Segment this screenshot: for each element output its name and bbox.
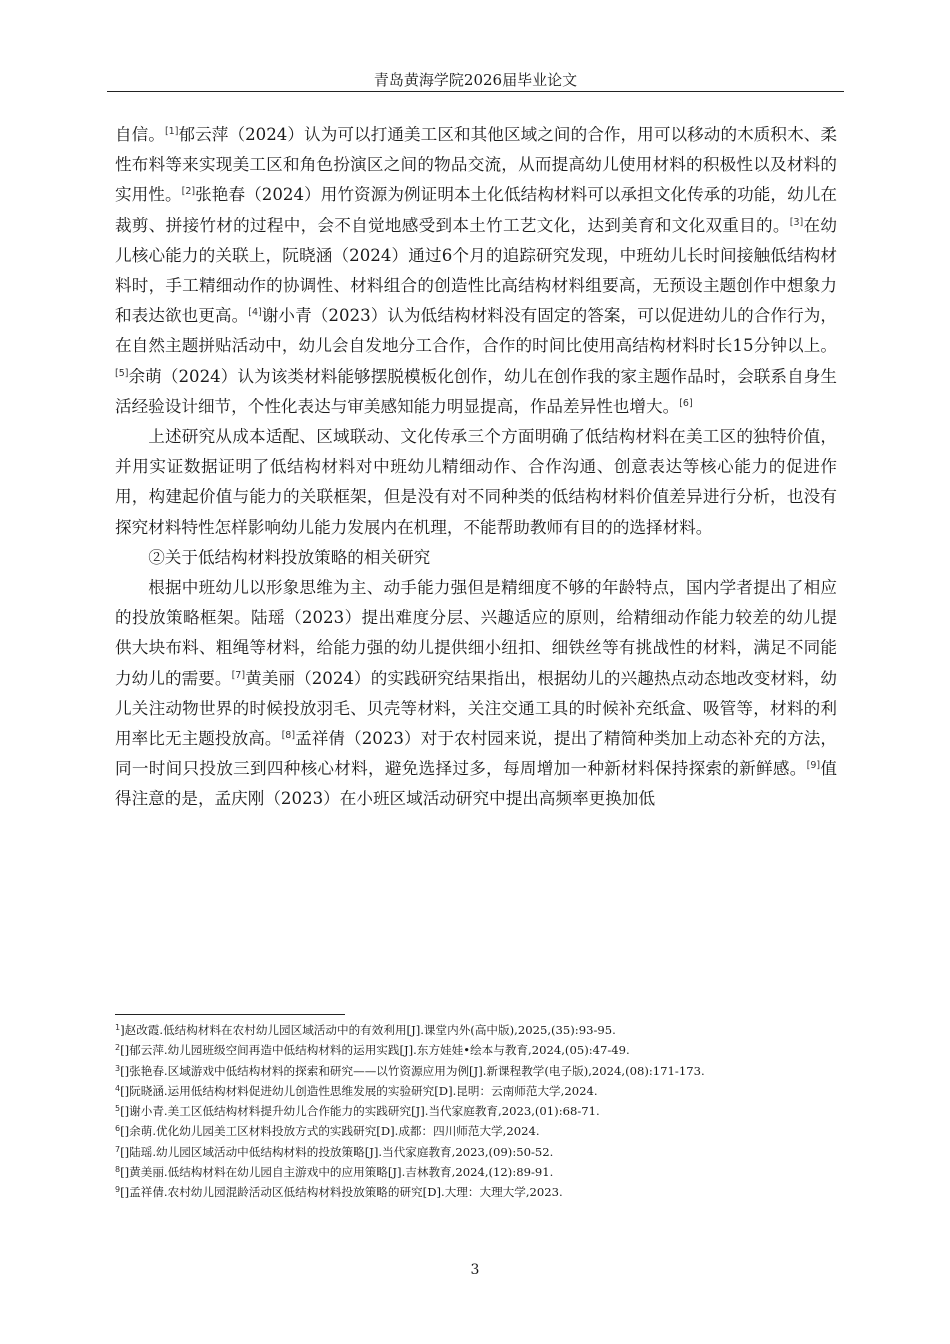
- citation-marker: [4]: [248, 307, 262, 319]
- paragraph-1: [115, 120, 837, 422]
- footnote-rule: [115, 1014, 345, 1015]
- footnote-marker: 5: [115, 1104, 121, 1114]
- citation-marker: [8]: [281, 730, 296, 742]
- citation-marker: [3]: [789, 216, 804, 228]
- citation-marker: [5]: [115, 367, 129, 379]
- text-run: 谢小青（2023）认为低结构材料没有固定的答案，可以促进幼儿的合作行为，在自然主题拼贴活动中，幼儿会自发地分工合作，合作的时间比使用高结构材料时长15分钟以上。: [115, 306, 837, 356]
- footnote-marker: 9: [115, 1185, 121, 1195]
- footnote-text: []阮晓涵.运用低结构材料促进幼儿创造性思维发展的实验研究[D].昆明：云南师范大学,2024.: [120, 1083, 598, 1098]
- footnote-marker: 6: [115, 1124, 121, 1134]
- footnote-text: []黄美丽.低结构材料在幼儿园自主游戏中的应用策略[J].吉林教育,2024,(12):89-91.: [120, 1165, 554, 1180]
- citation-marker: [9]: [806, 760, 821, 772]
- citation-marker: [7]: [231, 669, 246, 681]
- footnote: [115, 1101, 843, 1121]
- footnote: [115, 1121, 843, 1141]
- header-rule: [107, 91, 844, 92]
- text-run: 根据中班幼儿以形象思维为主、动手能力强但是精细度不够的年龄特点，国内学者提出了相应的投放策略框架。陆瑶（2023）提出难度分层、兴趣适应的原则，给精细动作能力较差的幼儿提供大块布料、粗绳等材料，给能力强的幼儿提供细小纽扣、细铁丝等有挑战性的材料，满足不同能力幼儿的需要。: [115, 578, 837, 688]
- paragraph-3: [115, 573, 837, 815]
- citation-marker: [6]: [679, 397, 693, 409]
- footnote: [115, 1162, 843, 1182]
- footnote-marker: 3: [115, 1063, 121, 1073]
- footnote-marker: 8: [115, 1165, 121, 1175]
- text-run: 自信。: [115, 125, 165, 144]
- footnote: [115, 1182, 843, 1202]
- citation-marker: [1]: [164, 126, 179, 137]
- footnote-marker: 2: [115, 1043, 121, 1053]
- text-run: 郁云萍（2024）认为可以打通美工区和其他区域之间的合作，用可以移动的木质积木、柔性布料等来实现美工区和角色扮演区之间的物品交流，从而提高幼儿使用材料的积极性以及材料的实用性。: [115, 125, 837, 205]
- paragraph-2: 上述研究从成本适配、区域联动、文化传承三个方面明确了低结构材料在美工区的独特价值，并用实证数据证明了低结构材料对中班幼儿精细动作、合作沟通、创意表达等核心能力的促进作用，构建起价值与能力的关联框架，但是没有对不同种类的低结构材料价值差异进行分析，也没有探究材料特性怎样影响幼儿能力发展内在机理，不能帮助教师有目的的选择材料。: [115, 427, 837, 537]
- text-run: 值得注意的是，孟庆刚（2023）在小班区域活动研究中提出高频率更换加低: [115, 759, 838, 809]
- text-run: 孟祥倩（2023）对于农村园来说，提出了精简种类加上动态补充的方法，同一时间只投放三到四种核心材料，避免选择过多，每周增加一种新材料保持探索的新鲜感。: [115, 729, 837, 779]
- text-run: 黄美丽（2024）的实践研究结果指出，根据幼儿的兴趣热点动态地改变材料，幼儿关注动物世界的时候投放羽毛、贝壳等材料，关注交通工具的时候补充纸盒、吸管等，材料的利用率比无主题投放高。: [115, 668, 837, 749]
- text-run: 张艳春（2024）用竹资源为例证明本土化低结构材料可以承担文化传承的功能，幼儿在裁剪、拼接竹材的过程中，会不自觉地感受到本土竹工艺文化，达到美育和文化双重目的。: [115, 185, 837, 235]
- body-text: [115, 120, 837, 815]
- footnote: [115, 1020, 843, 1040]
- footnote-marker: 7: [115, 1144, 121, 1154]
- footnote-text: []谢小青.美工区低结构材料提升幼儿合作能力的实践研究[J].当代家庭教育,2023,(01):68-71.: [120, 1104, 600, 1119]
- page-header-title: 青岛黄海学院2026届毕业论文: [373, 71, 578, 89]
- footnote-text: []郁云萍.幼儿园班级空间再造中低结构材料的运用实践[J].东方娃娃•绘本与教育,2024,(05):47-49.: [120, 1043, 630, 1058]
- footnote-marker: 4: [115, 1083, 121, 1093]
- footnote-text: ]赵改霞.低结构材料在农村幼儿园区域活动中的有效利用[J].课堂内外(高中版),2025,(35):93-95.: [120, 1023, 616, 1037]
- footnotes: [115, 1020, 843, 1203]
- page-number: 3: [470, 1262, 480, 1278]
- text-run: 在幼儿核心能力的关联上，阮晓涵（2024）通过6个月的追踪研究发现，中班幼儿长时间接触低结构材料时，手工精细动作的协调性、材料组合的创造性比高结构材料组要高，无预设主题创作中想象力和表达欲也更高。: [115, 215, 838, 326]
- citation-marker: [2]: [181, 186, 196, 198]
- text-run: 余萌（2024）认为该类材料能够摆脱模板化创作，幼儿在创作我的家主题作品时，会联系自身生活经验设计细节，个性化表达与审美感知能力明显提高，作品差异性也增大。: [115, 366, 837, 416]
- footnote: [115, 1081, 843, 1101]
- footnote-text: []孟祥倩.农村幼儿园混龄活动区低结构材料投放策略的研究[D].大理：大理大学,2023.: [120, 1185, 563, 1200]
- footnote-text: []陆瑶.幼儿园区域活动中低结构材料的投放策略[J].当代家庭教育,2023,(09):50-52.: [120, 1144, 554, 1159]
- footnote-text: []余萌.优化幼儿园美工区材料投放方式的实践研究[D].成都：四川师范大学,2024.: [120, 1124, 540, 1139]
- footnote-marker: 1: [115, 1023, 121, 1032]
- footnote: [115, 1142, 843, 1162]
- footnote-text: []张艳春.区域游戏中低结构材料的探索和研究——以竹资源应用为例[J].新课程教学(电子版),2024,(08):171-173.: [120, 1063, 705, 1078]
- footnote: [115, 1061, 843, 1081]
- section-heading: ②关于低结构材料投放策略的相关研究: [148, 547, 431, 567]
- footnote: [115, 1040, 843, 1060]
